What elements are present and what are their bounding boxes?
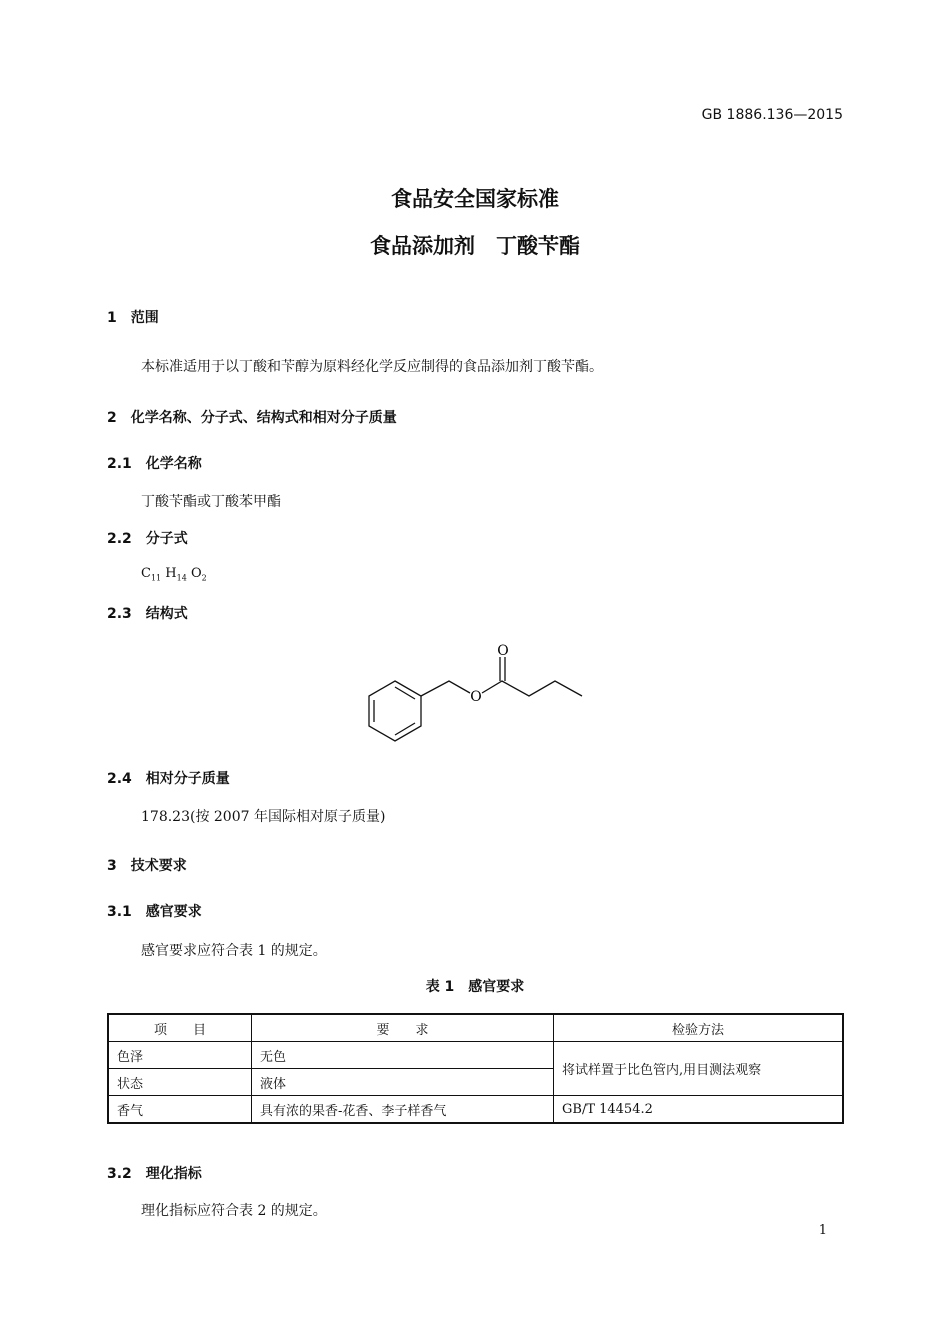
table-row: 香气 具有浓的果香-花香、李子样香气 GB/T 14454.2 <box>108 1096 843 1124</box>
table-header-row: 项 目 要 求 检验方法 <box>108 1014 843 1042</box>
section-heading: 3 技术要求 <box>107 858 187 874</box>
page-number: 1 <box>818 1223 827 1238</box>
document-title: 食品安全国家标准 <box>391 187 559 211</box>
oxygen-atom: O <box>470 689 482 705</box>
table-row: 色泽 无色 将试样置于比色管内,用目测法观察 <box>108 1042 843 1069</box>
table-row: 状态 液体 <box>108 1069 843 1096</box>
section-heading: 2.2 分子式 <box>107 531 188 547</box>
document-subtitle: 食品添加剂 丁酸苄酯 <box>370 234 580 258</box>
table-caption: 表 1 感官要求 <box>425 979 525 995</box>
section-heading: 2.3 结构式 <box>107 606 188 622</box>
section-heading: 3.1 感官要求 <box>107 904 202 920</box>
paragraph: 本标准适用于以丁酸和苄醇为原料经化学反应制得的食品添加剂丁酸苄酯。 <box>141 359 603 375</box>
section-heading: 2 化学名称、分子式、结构式和相对分子质量 <box>107 410 397 426</box>
sensory-requirements-table <box>107 1013 844 1124</box>
standard-code: GB 1886.136—2015 <box>701 107 843 123</box>
oxygen-atom: O <box>497 643 509 659</box>
paragraph: 感官要求应符合表 1 的规定。 <box>141 943 327 959</box>
section-heading: 3.2 理化指标 <box>107 1166 202 1182</box>
paragraph: 178.23(按 2007 年国际相对原子质量) <box>141 809 386 825</box>
paragraph: 丁酸苄酯或丁酸苯甲酯 <box>141 494 281 510</box>
section-heading: 1 范围 <box>107 310 159 326</box>
paragraph: 理化指标应符合表 2 的规定。 <box>141 1203 327 1219</box>
molecular-formula: $C_{11}$ $H_{14}$ $O_2$ <box>141 566 207 583</box>
section-heading: 2.4 相对分子质量 <box>107 771 230 787</box>
section-heading: 2.1 化学名称 <box>107 456 202 472</box>
